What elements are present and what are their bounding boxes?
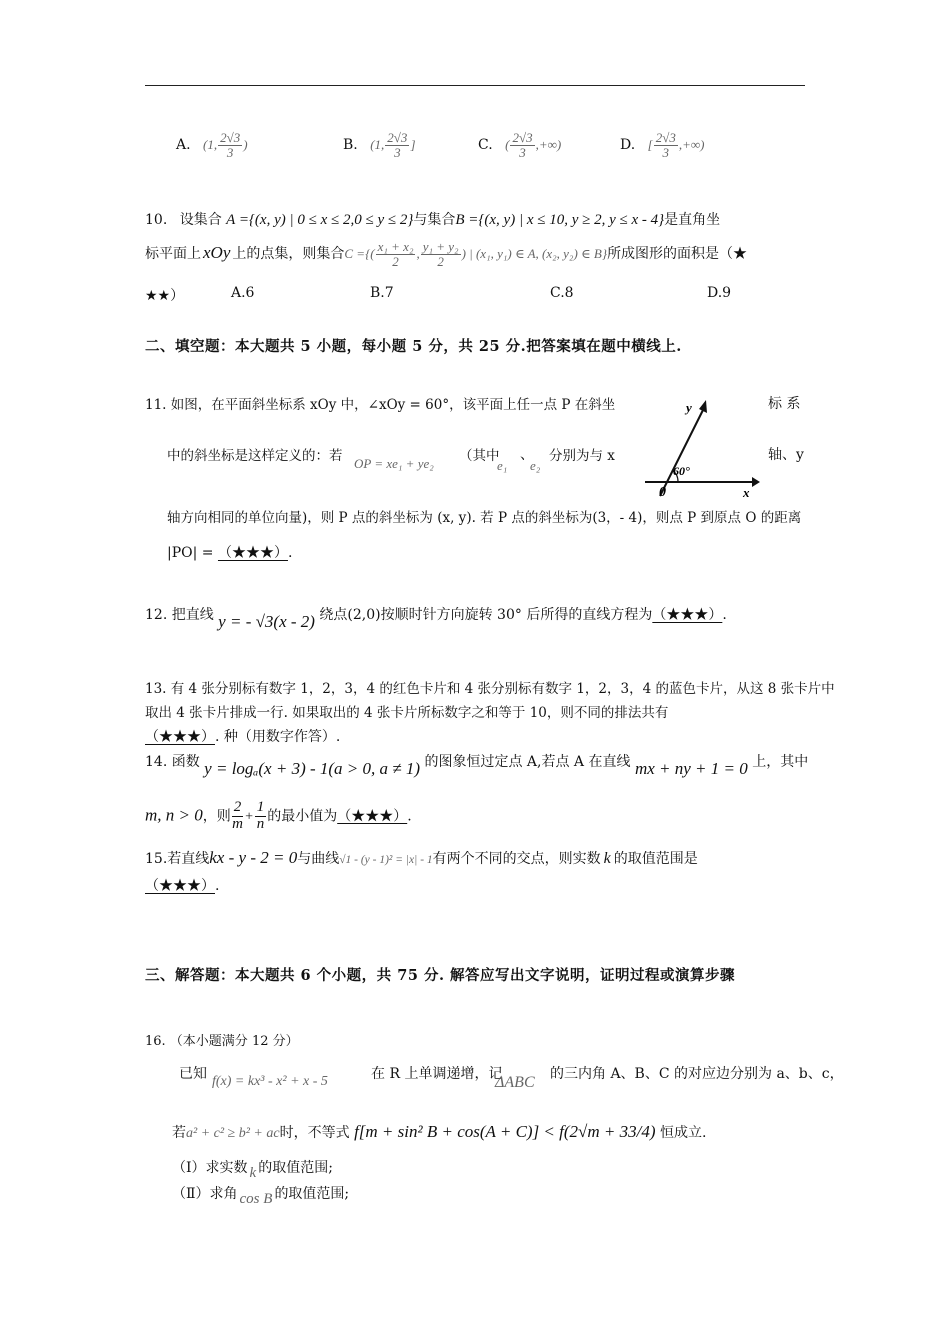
q10-option-a: A.6 xyxy=(231,285,255,301)
q9-option-d: D. [ $\frac{2√3}{3}$ ,+∞) xyxy=(620,130,705,160)
q16-function-expr: f(x) = kx³ - x² + x - 5 xyxy=(212,1074,328,1089)
q10-line-2: 标平面上 xOy 上的点集，则集合C ={( $\frac{\text{x₁ + x₂}}{2}$ , $\frac{\text{y₁ + y₂}}{2}$ ) | (x₁, y₁) ∈ A, (x₂, y₂) ∈ B}所成图形的面积是（★ xyxy=(145,239,748,269)
q12-line-expr: y = - √3(x - 2) xyxy=(218,612,315,631)
q10-option-c: C.8 xyxy=(550,285,574,301)
x-axis-label: x xyxy=(743,485,750,500)
q10-option-b: B.7 xyxy=(370,285,394,301)
section-3-heading: 三、解答题：本大题共 6 个小题，共 75 分. 解答应写出文字说明，证明过程或演算步骤 xyxy=(145,967,736,984)
q16-inequality-expr: f[m + sin² B + cos(A + C)] < f(2√m + 33/4) xyxy=(354,1122,656,1141)
q14-line-2: m, n > 0，则 $\frac{2}{m}$ + $\frac{1}{n}$ 的最小值为（★★★）. xyxy=(145,799,412,832)
section-2-heading: 二、填空题：本大题共 5 小题，每小题 5 分，共 25 分.把答案填在题中横线上. xyxy=(145,338,682,355)
triangle-abc: ΔABC xyxy=(495,1074,535,1091)
q10-line-1: 10. 设集合 A ={(x, y) | 0 ≤ x ≤ 2,0 ≤ y ≤ 2}与集合B ={(x, y) | x ≤ 10, y ≥ 2, y ≤ x - 4}是直角坐 xyxy=(145,212,721,228)
q15-line-2: （★★★）. xyxy=(145,878,220,894)
op-vector-expr: OP = xe₁ + ye₂ xyxy=(354,456,434,471)
q11-answer-blank: （★★★） xyxy=(217,545,288,561)
q13-answer-blank: （★★★） xyxy=(145,729,215,745)
question-12: 12. 把直线 y = - √3(x - 2) 绕点(2,0)按顺时针方向旋转 30° 后所得的直线方程为（★★★）. xyxy=(145,607,727,631)
q13-line-3: （★★★）. 种（用数字作答）. xyxy=(145,729,341,745)
q13-line-1: 13. 有 4 张分别标有数字 1，2，3，4 的红色卡片和 4 张分别标有数字 1，2，3，4 的蓝色卡片，从这 8 张卡片中 xyxy=(145,681,835,697)
q12-answer-blank: （★★★） xyxy=(652,607,723,623)
oblique-axes-figure xyxy=(640,396,760,504)
q15-answer-blank: （★★★） xyxy=(145,878,215,894)
q16-header: 16. （本小题满分 12 分） xyxy=(145,1034,299,1049)
q9-option-c: C. ( $\frac{2√3}{3}$ ,+∞) xyxy=(478,130,562,160)
q15-line-1: 15.若直线kx - y - 2 = 0与曲线√1 - (y - 1)² = |x| - 1有两个不同的交点，则实数 k 的取值范围是 xyxy=(145,848,698,867)
q13-line-2: 取出 4 张卡片排成一行. 如果取出的 4 张卡片所标数字之和等于 10，则不同的排法共有 xyxy=(145,705,669,721)
q11-line-4: |PO| = （★★★）. xyxy=(167,545,293,561)
angle-label: 60° xyxy=(673,464,690,478)
q16-condition-expr: a² + c² ≥ b² + ac xyxy=(186,1126,280,1141)
q11-line-1: 11. 如图，在平面斜坐标系 xOy 中，∠xOy = 60°，该平面上任一点 P 在斜坐 xyxy=(145,397,616,413)
q15-curve-expr: √1 - (y - 1)² = |x| - 1 xyxy=(339,854,433,866)
q16-line-1: 已知 xyxy=(179,1066,207,1082)
q14-answer-blank: （★★★） xyxy=(337,808,408,825)
q16-line-2: 若a² + c² ≥ b² + ac时，不等式 f[m + sin² B + cos(A + C)] < f(2√m + 33/4) 恒成立. xyxy=(172,1122,707,1141)
set-b-expr: B ={(x, y) | x ≤ 10, y ≥ 2, y ≤ x - 4} xyxy=(455,212,665,228)
q14-line-expr: mx + ny + 1 = 0 xyxy=(634,759,748,778)
y-axis-label: y xyxy=(686,400,692,415)
q14-log-expr: y = logₐ(x + 3) - 1(a > 0, a ≠ 1) xyxy=(204,759,421,778)
header-rule xyxy=(145,85,805,86)
q16-part-2: （Ⅱ）求角 cos B 的取值范围; xyxy=(172,1186,350,1207)
x-axis-arrow xyxy=(752,477,760,487)
option-a-left: (1, xyxy=(203,137,218,153)
q15-line-expr: kx - y - 2 = 0 xyxy=(209,848,298,867)
set-a-expr: A ={(x, y) | 0 ≤ x ≤ 2,0 ≤ y ≤ 2} xyxy=(226,212,414,228)
q10-option-d: D.9 xyxy=(707,285,732,301)
q16-part-1: （Ⅰ）求实数 k 的取值范围; xyxy=(172,1160,333,1181)
q11-line-3: 轴方向相同的单位向量)，则 P 点的斜坐标为 (x, y). 若 P 点的斜坐标为(3，- 4)，则点 P 到原点 O 的距离 xyxy=(167,510,802,526)
origin-label: 0 xyxy=(659,485,666,500)
q11-line-2: 中的斜坐标是这样定义的：若 xyxy=(167,448,343,464)
q9-option-b: B. (1, $\frac{2√3}{3}$ ] xyxy=(343,130,416,160)
q10-line-3: ★★） xyxy=(145,288,185,304)
q9-option-a: A. (1, $\frac{2√3}{3}$ ) xyxy=(176,130,248,160)
q14-line-1: 14. 函数 y = logₐ(x + 3) - 1(a > 0, a ≠ 1) 的图象恒过定点 A,若点 A 在直线 mx + ny + 1 = 0 上，其中 xyxy=(145,754,809,778)
